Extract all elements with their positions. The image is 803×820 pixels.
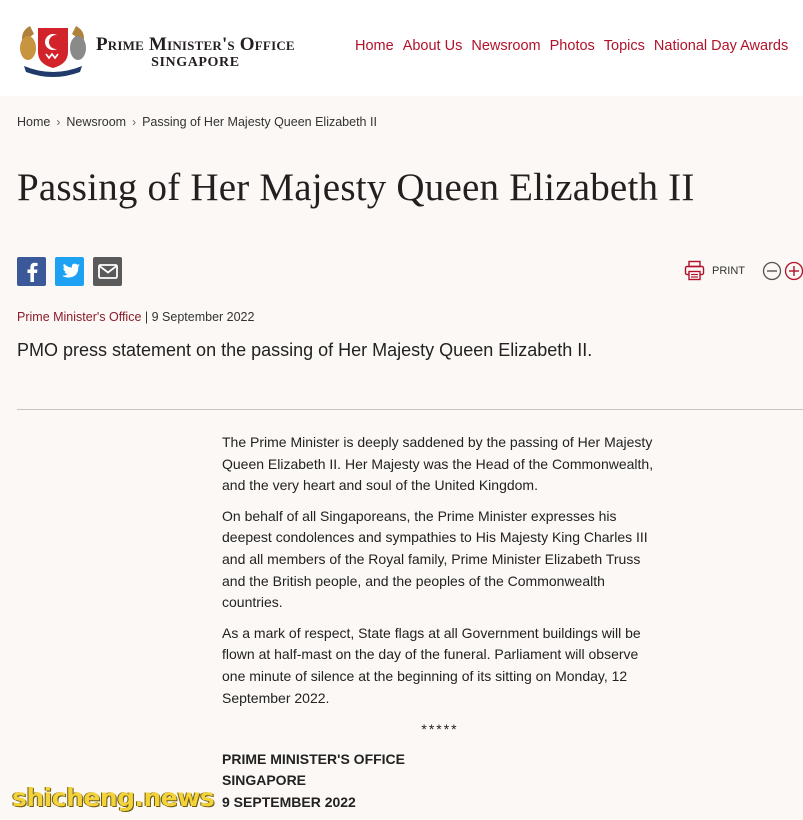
publish-date: 9 September 2022 (151, 310, 255, 324)
breadcrumb-newsroom[interactable]: Newsroom (66, 115, 127, 129)
print-button[interactable] (684, 260, 745, 281)
twitter-share-button[interactable] (55, 257, 84, 286)
body-paragraph: On behalf of all Singaporeans, the Prime Minister expresses his deepest condolences and sympathies to His Majesty King Charles III and all members of the Royal family, Prime Minister Elizabeth Truss and the British people, and the peoples of the Commonwealth countries. (222, 507, 648, 611)
nav-national-day-awards[interactable]: National Day Awards (653, 38, 789, 54)
breadcrumb-current: Passing of Her Majesty Queen Elizabeth II (142, 115, 377, 129)
body-paragraph: As a mark of respect, State flags at all Government buildings will be flown at half-mast on the day of the funeral. Parliament will observe one minute of silence at the beginning of its sitting on Monday, 12 September 2022. (222, 624, 641, 706)
signature-country: SINGAPORE (222, 772, 307, 789)
meta-separator: | (141, 310, 152, 324)
body-paragraph: The Prime Minister is deeply saddened by the passing of Her Majesty Queen Elizabeth II. Her Majesty was the Head of the Commonwealth, and the very heart and soul of the United Kingdom. (222, 434, 654, 494)
nav-topics[interactable]: Topics (603, 38, 645, 54)
article-summary: PMO press statement on the passing of Her Majesty Queen Elizabeth II. (17, 340, 593, 360)
zoom-out-icon[interactable] (762, 261, 782, 281)
watermark: shicheng.news (12, 783, 215, 812)
article-body (222, 432, 662, 814)
brand-line2: SINGAPORE (151, 55, 240, 70)
section-separator: ***** (421, 721, 459, 738)
breadcrumb (17, 115, 377, 129)
print-label: PRINT (712, 264, 745, 277)
zoom-in-icon[interactable] (784, 261, 803, 281)
facebook-share-button[interactable] (17, 257, 46, 286)
share-buttons (17, 257, 122, 286)
main-nav (355, 38, 791, 54)
nav-home[interactable]: Home (355, 38, 394, 54)
nav-newsroom[interactable]: Newsroom (471, 38, 541, 54)
source-link[interactable]: Prime Minister's Office (17, 310, 142, 324)
brand-line1: Prime Minister's Office (96, 34, 295, 55)
nav-about-us[interactable]: About Us (402, 38, 463, 54)
chevron-right-icon: › (56, 115, 61, 129)
facebook-icon (24, 262, 40, 282)
site-header (0, 0, 803, 96)
chevron-right-icon: › (132, 115, 137, 129)
singapore-crest-logo[interactable] (16, 18, 90, 78)
page-title: Passing of Her Majesty Queen Elizabeth II (17, 166, 695, 209)
text-size-controls (762, 261, 803, 281)
email-share-button[interactable] (93, 257, 122, 286)
twitter-icon (60, 263, 80, 280)
nav-photos[interactable]: Photos (549, 38, 595, 54)
email-icon (98, 264, 118, 279)
signature-office: PRIME MINISTER'S OFFICE (222, 750, 406, 767)
printer-icon (684, 260, 705, 281)
article-meta (17, 310, 254, 324)
brand-name[interactable] (96, 34, 295, 71)
signature-date: 9 SEPTEMBER 2022 (222, 793, 356, 810)
breadcrumb-home[interactable]: Home (17, 115, 51, 129)
divider (17, 409, 803, 410)
